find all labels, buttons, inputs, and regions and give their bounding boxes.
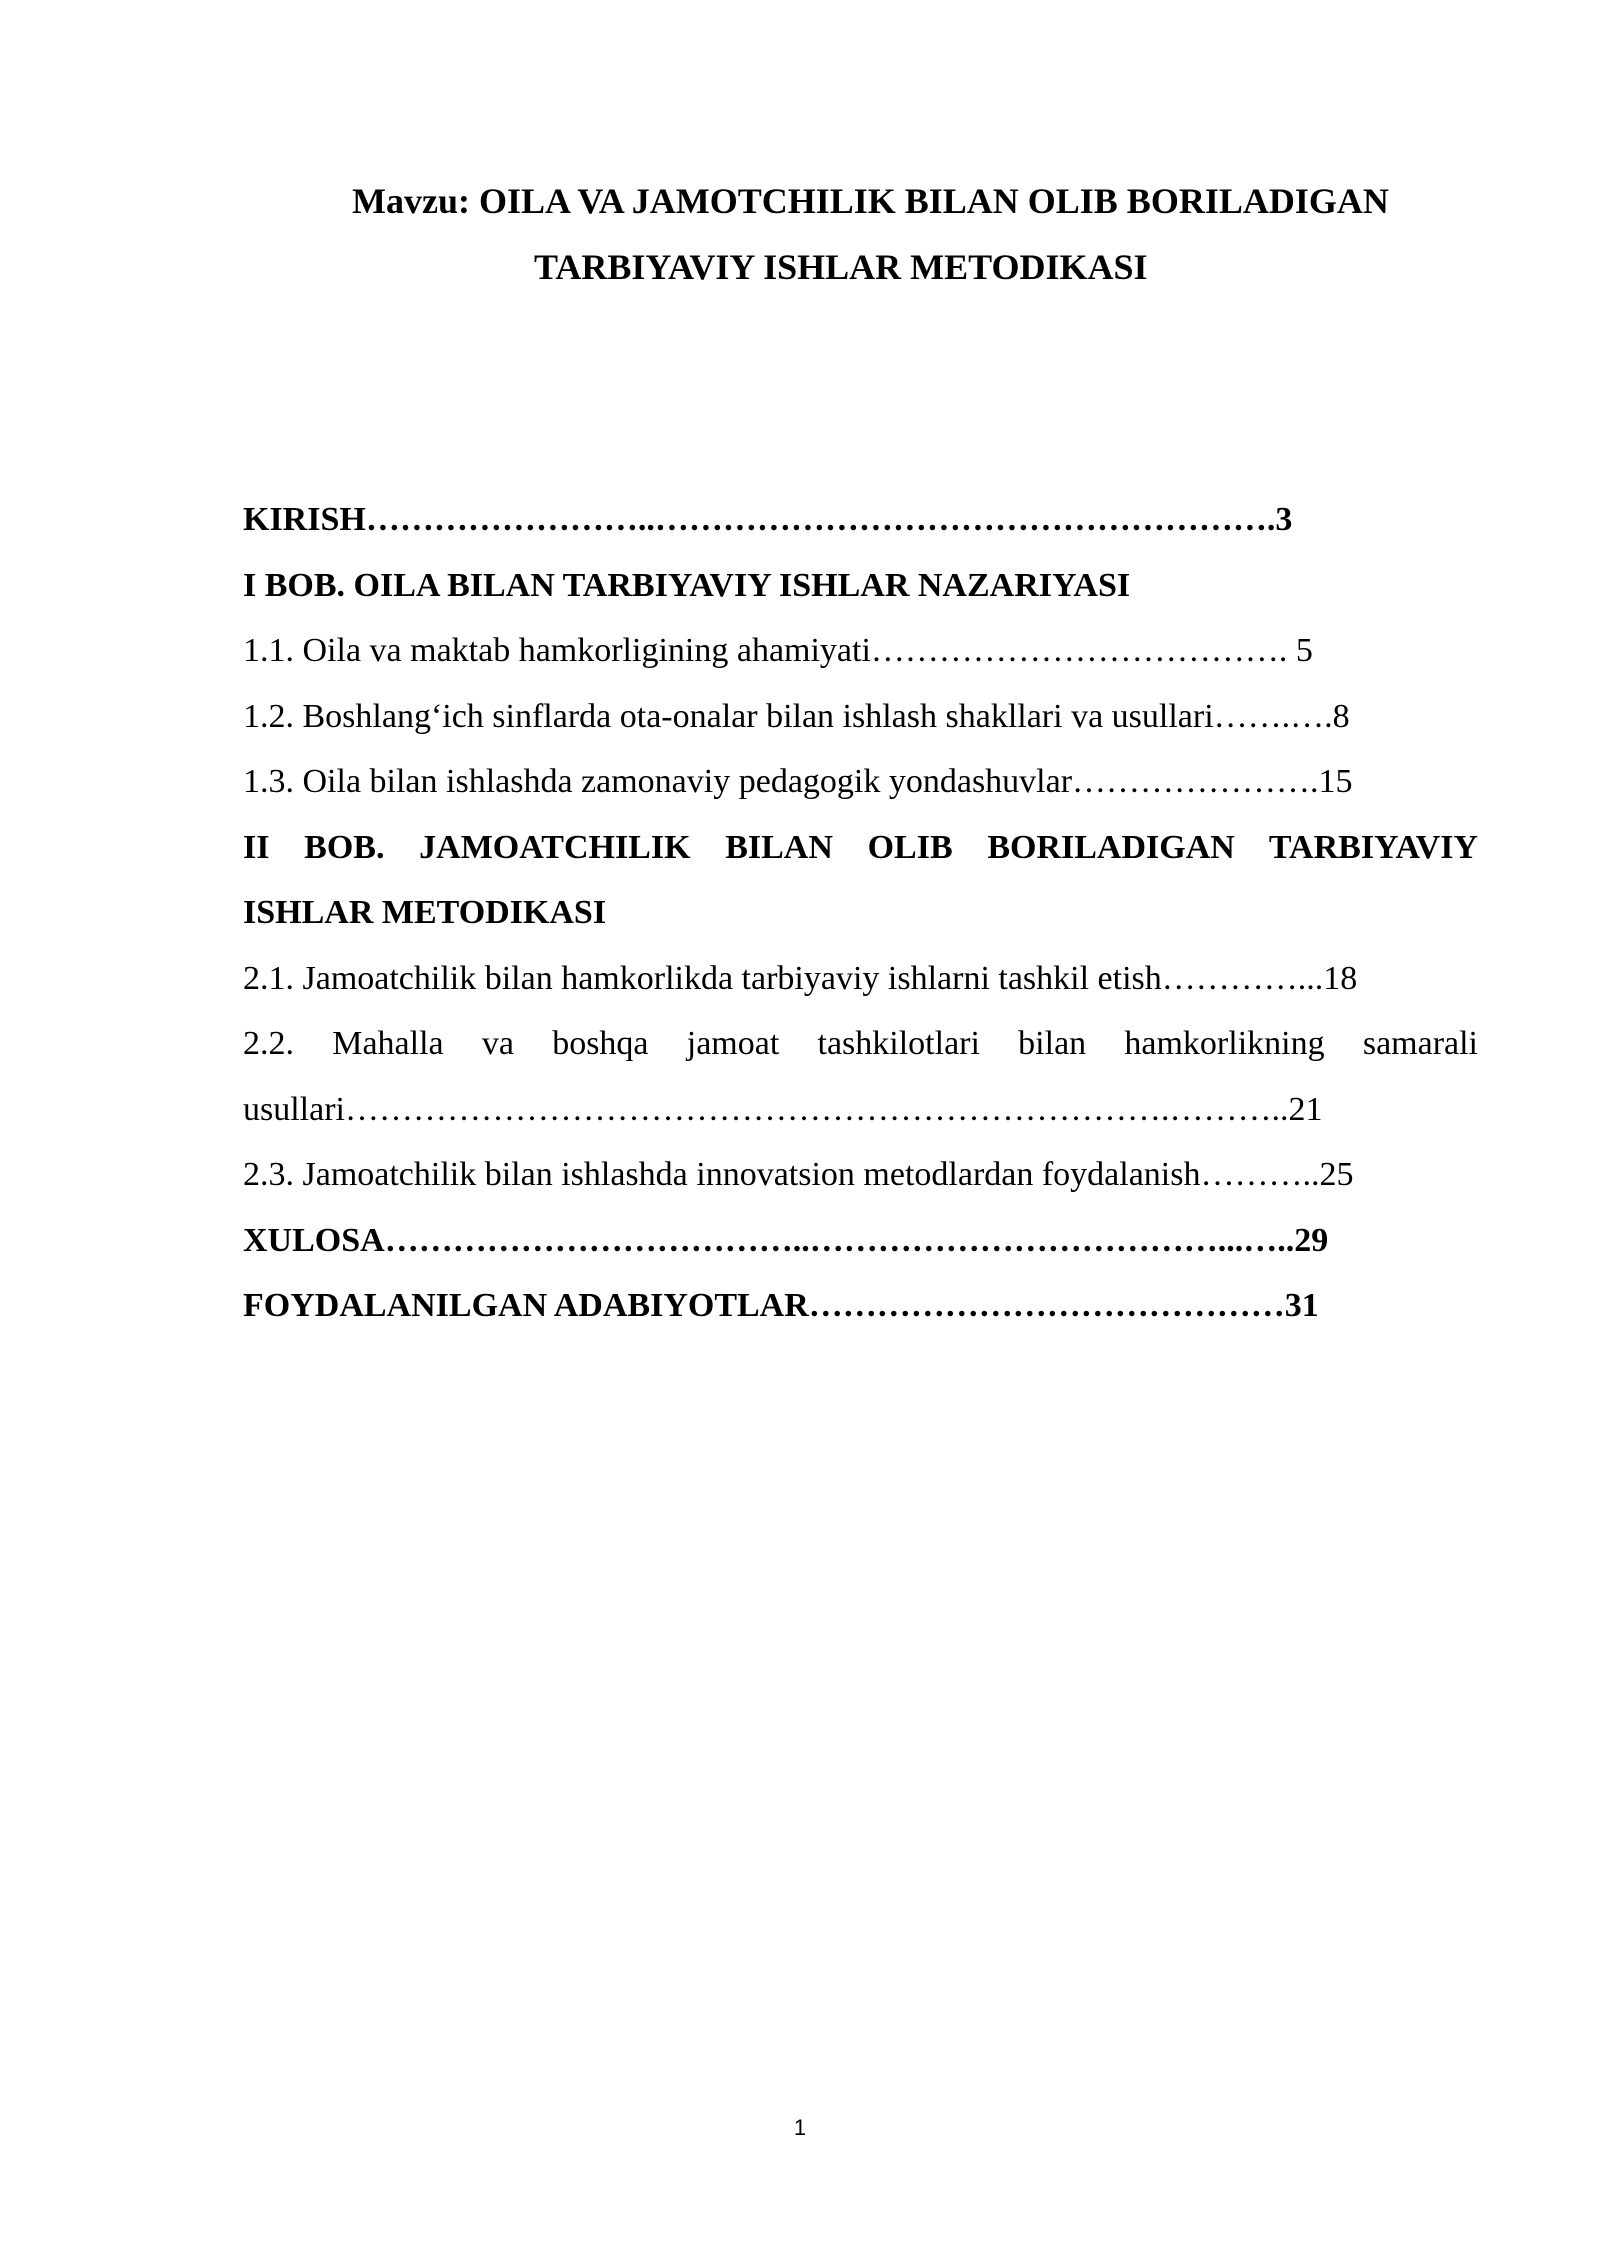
toc-entry-adabiyotlar: FOYDALANILGAN ADABIYOTLAR……………………………………31 [243,1287,1319,1324]
toc-entry-1-2: 1.2. Boshlang‘ich sinflarda ota-onalar bilan ishlash shakllari va usullari…….….8 [243,697,1350,735]
toc-entry-1-3: 1.3. Oila bilan ishlashda zamonaviy pedagogik yondashuvlar………………….15 [243,763,1353,800]
toc-entry-kirish: KIRISH……………………..……………………………………………….3 [243,501,1293,538]
toc-entry-1-1: 1.1. Oila va maktab hamkorligining ahamiyati………………………………. 5 [243,632,1313,669]
toc-entry-xulosa: XULOSA………………………………..………………………………...…..29 [243,1221,1329,1259]
document-title [240,168,1480,300]
toc-heading-chapter-2-line-1: II BOB. JAMOATCHILIK BILAN OLIB BORILADIGAN TARBIYAVIY [243,828,1478,866]
title-line-2: TARBIYAVIY ISHLAR METODIKASI [534,247,1148,287]
toc-entry-2-2-line-1: 2.2. Mahalla va boshqa jamoat tashkilotlari bilan hamkorlikning samarali [243,1025,1478,1062]
page-number: 1 [793,2115,807,2140]
toc-heading-chapter-2-line-2: ISHLAR METODIKASI [243,894,607,931]
toc-entry-2-1: 2.1. Jamoatchilik bilan hamkorlikda tarbiyaviy ishlarni tashkil etish…………...18 [243,959,1358,997]
title-line-1: Mavzu: OILA VA JAMOTCHILIK BILAN OLIB BORILADIGAN [352,181,1389,221]
toc-entry-2-3: 2.3. Jamoatchilik bilan ishlashda innovatsion metodlardan foydalanish………..25 [243,1156,1354,1193]
table-of-contents [243,487,1478,1339]
toc-heading-chapter-1: I BOB. OILA BILAN TARBIYAVIY ISHLAR NAZARIYASI [243,566,1131,604]
toc-entry-2-2-line-2: usullari……………………………………………………………….………..21 [243,1090,1323,1128]
